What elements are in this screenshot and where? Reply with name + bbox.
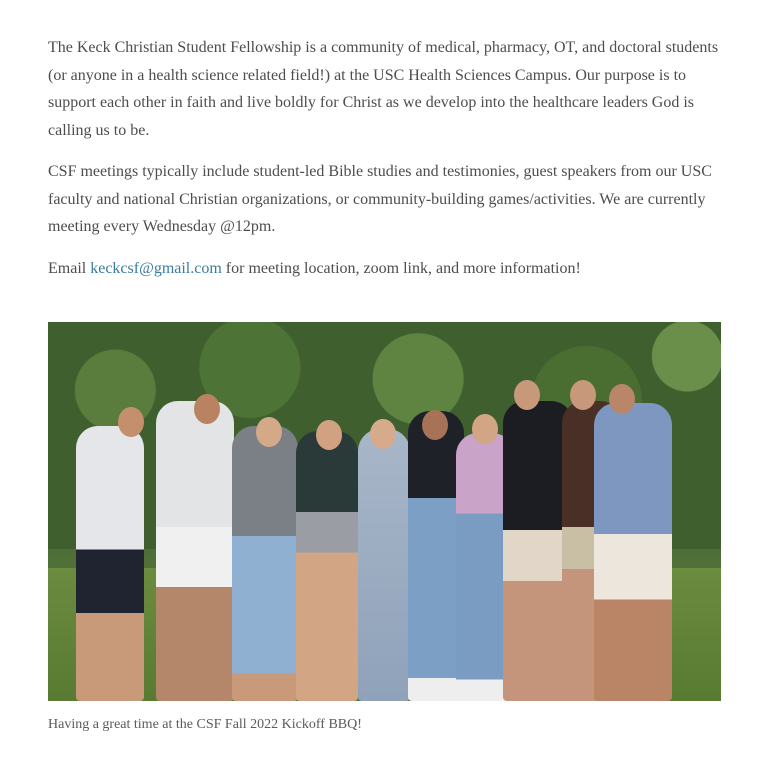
contact-prefix: Email	[48, 259, 91, 277]
email-link[interactable]: keckcsf@gmail.com	[90, 259, 222, 277]
person-4-head	[316, 420, 342, 450]
contact-suffix: for meeting location, zoom link, and more information!	[221, 259, 581, 277]
person-8-head	[514, 380, 540, 410]
person-4	[296, 431, 358, 701]
person-1-head	[118, 407, 144, 437]
person-2	[156, 401, 234, 701]
person-3	[232, 426, 298, 701]
person-5	[358, 429, 410, 701]
person-6-head	[422, 410, 448, 440]
person-1	[76, 426, 144, 701]
contact-paragraph	[48, 255, 728, 283]
intro-paragraph: The Keck Christian Student Fellowship is a community of medical, pharmacy, OT, and doctoral students (or anyone in a health science related field!) at the USC Health Sciences Campus. Our purpose is to support each other in faith and live boldly for Christ as we develop into the healthcare leaders God is calling us to be.	[48, 39, 719, 139]
person-10	[594, 403, 672, 701]
person-7-head	[472, 414, 498, 444]
person-2-head	[194, 394, 220, 424]
meetings-paragraph: CSF meetings typically include student-led Bible studies and testimonies, guest speakers from our USC faculty and national Christian organizations, or community-building games/activities. We are currently meeting every Wednesday @12pm.	[48, 163, 712, 235]
person-3-head	[256, 417, 282, 447]
photo-caption: Having a great time at the CSF Fall 2022 Kickoff BBQ!	[48, 717, 362, 732]
person-5-head	[370, 419, 396, 449]
intro-content	[48, 34, 728, 296]
group-photo	[48, 322, 721, 701]
person-9-head	[570, 380, 596, 410]
person-10-head	[609, 384, 635, 414]
